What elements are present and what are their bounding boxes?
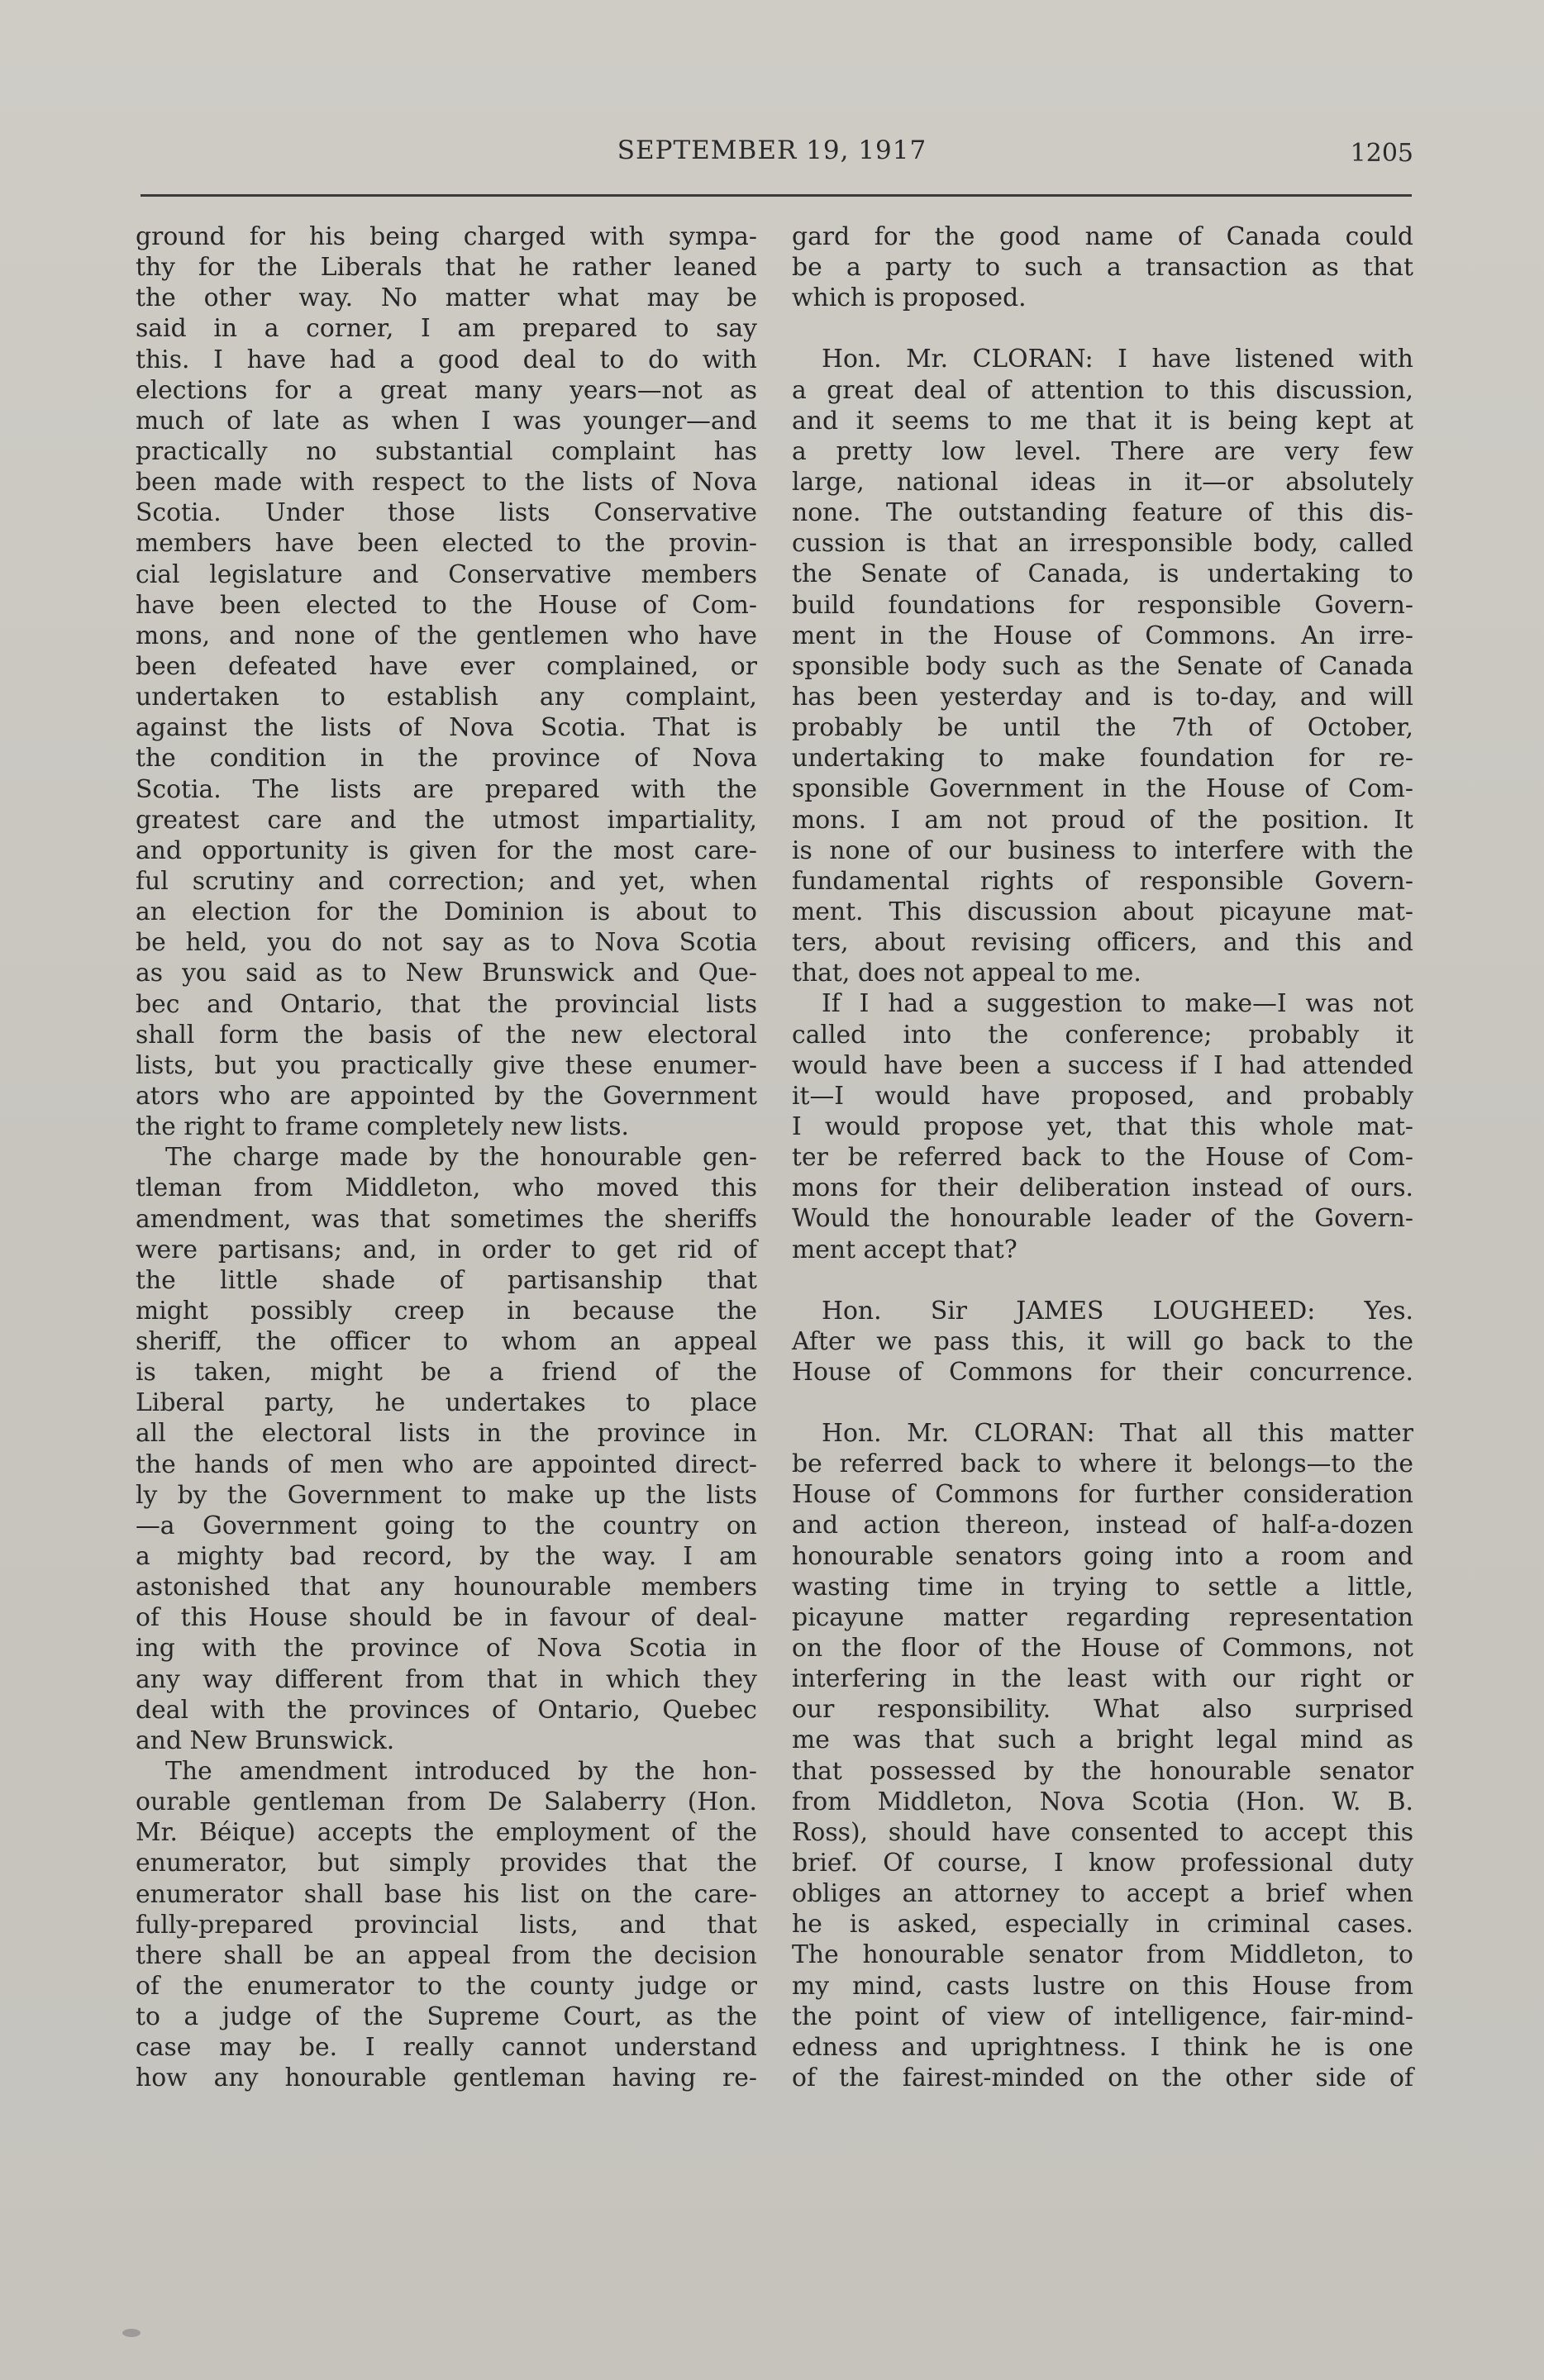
header-rule <box>141 194 1412 197</box>
text-line: mons, and none of the gentlemen who have <box>136 621 757 650</box>
text-line: fundamental rights of responsible Govern- <box>792 866 1413 896</box>
text-line: our responsibility. What also surprised <box>792 1695 1413 1725</box>
text-line: House of Commons for further consideration <box>792 1480 1413 1510</box>
text-line: me was that such a bright legal mind as <box>792 1726 1413 1755</box>
text-line: House of Commons for their concurrence. <box>792 1357 1413 1387</box>
text-line: ment. This discussion about picayune mat- <box>792 897 1413 926</box>
text-line: case may be. I really cannot understand <box>136 2033 757 2063</box>
page-number: 1205 <box>1350 139 1413 168</box>
text-line: ment in the House of Commons. An irre- <box>792 621 1413 650</box>
text-line: deal with the provinces of Ontario, Quebec <box>136 1695 757 1725</box>
text-line: which is proposed. <box>792 283 1027 313</box>
text-line: mons. I am not proud of the position. It <box>792 805 1413 835</box>
text-line: said in a corner, I am prepared to say <box>136 314 757 344</box>
text-line: sheriff, the officer to whom an appeal <box>136 1327 757 1357</box>
text-line: Mr. Béique) accepts the employment of the <box>136 1818 757 1848</box>
text-line: the hands of men who are appointed direct- <box>136 1449 757 1479</box>
text-line: elections for a great many years—not as <box>136 375 757 405</box>
text-line: have been elected to the House of Com- <box>136 590 757 620</box>
text-line: —a Government going to the country on <box>136 1511 757 1540</box>
text-line: been made with respect to the lists of Nova <box>136 468 757 497</box>
text-line: ground for his being charged with sympa- <box>136 222 757 251</box>
left-column <box>136 221 757 2094</box>
right-column <box>792 221 1413 2093</box>
text-line: ators who are appointed by the Government <box>136 1081 757 1111</box>
text-line: my mind, casts lustre on this House from <box>792 1971 1413 2001</box>
text-line: fully-prepared provincial lists, and that <box>136 1910 757 1940</box>
text-line: is none of our business to interfere with the <box>792 835 1413 865</box>
text-line: probably be until the 7th of October, <box>792 713 1413 743</box>
text-line: might possibly creep in because the <box>136 1296 757 1326</box>
ink-smudge <box>122 2329 141 2337</box>
text-line: ter be referred back to the House of Com- <box>792 1143 1413 1173</box>
text-line: an election for the Dominion is about to <box>136 897 757 927</box>
text-line: any way different from that in which they <box>136 1664 757 1694</box>
text-line: were partisans; and, in order to get rid of <box>136 1235 757 1264</box>
text-line: honourable senators going into a room and <box>792 1541 1413 1571</box>
text-line: there shall be an appeal from the decision <box>136 1940 757 1970</box>
text-line: against the lists of Nova Scotia. That is <box>136 713 757 743</box>
text-line: it—I would have proposed, and probably <box>792 1081 1413 1111</box>
text-line: and action thereon, instead of half-a-dozen <box>792 1511 1413 1540</box>
text-line: Liberal party, he undertakes to place <box>136 1388 757 1418</box>
text-line: After we pass this, it will go back to the <box>792 1326 1413 1356</box>
text-line: and it seems to me that it is being kept at <box>792 406 1413 436</box>
text-line: that possessed by the honourable senator <box>792 1756 1413 1786</box>
text-line: practically no substantial complaint has <box>136 436 757 466</box>
text-line: much of late as when I was younger—and <box>136 406 757 436</box>
text-line: The charge made by the honourable gen- <box>165 1143 757 1173</box>
text-line: a pretty low level. There are very few <box>792 436 1413 466</box>
text-line: sponsible Government in the House of Com- <box>792 774 1413 804</box>
text-line: as you said as to New Brunswick and Que- <box>136 959 757 988</box>
text-line: is taken, might be a friend of the <box>136 1358 757 1388</box>
text-line: members have been elected to the provin- <box>136 529 757 559</box>
text-line: If I had a suggestion to make—I was not <box>822 989 1413 1019</box>
text-line: that, does not appeal to me. <box>792 959 1141 988</box>
text-line: called into the conference; probably it <box>792 1020 1413 1050</box>
text-line: shall form the basis of the new electoral <box>136 1020 757 1050</box>
text-line: brief. Of course, I know professional duty <box>792 1849 1413 1878</box>
text-line: be held, you do not say as to Nova Scotia <box>136 928 757 958</box>
text-line: be a party to such a transaction as that <box>792 253 1413 283</box>
text-line: obliges an attorney to accept a brief when <box>792 1879 1413 1909</box>
text-line: been defeated have ever complained, or <box>136 651 757 681</box>
text-line: build foundations for responsible Govern- <box>792 590 1413 620</box>
text-line: Scotia. The lists are prepared with the <box>136 774 757 804</box>
text-line: undertaken to establish any complaint, <box>136 683 757 712</box>
text-line: of this House should be in favour of deal- <box>136 1603 757 1633</box>
text-line: astonished that any hounourable members <box>136 1573 757 1602</box>
text-line: from Middleton, Nova Scotia (Hon. W. B. <box>792 1787 1413 1816</box>
text-line: undertaking to make foundation for re- <box>792 744 1413 774</box>
text-line: amendment, was that sometimes the sheriffs <box>136 1204 757 1234</box>
text-line: ful scrutiny and correction; and yet, when <box>136 866 757 896</box>
text-line: Scotia. Under those lists Conservative <box>136 498 757 528</box>
text-line: all the electoral lists in the province in <box>136 1419 757 1449</box>
text-line: the point of view of intelligence, fair-mind- <box>792 2002 1413 2031</box>
text-line: greatest care and the utmost impartiality, <box>136 805 757 835</box>
text-line: cussion is that an irresponsible body, called <box>792 529 1413 559</box>
text-line: the condition in the province of Nova <box>136 744 757 774</box>
text-line: large, national ideas in it—or absolutely <box>792 467 1413 497</box>
text-line: a mighty bad record, by the way. I am <box>136 1542 757 1572</box>
text-line: sponsible body such as the Senate of Canada <box>792 651 1413 681</box>
text-line: wasting time in trying to settle a little, <box>792 1572 1413 1602</box>
text-line: bec and Ontario, that the provincial lists <box>136 989 757 1019</box>
text-line: cial legislature and Conservative members <box>136 559 757 589</box>
text-line: how any honourable gentleman having re- <box>136 2063 757 2093</box>
text-line: to a judge of the Supreme Court, as the <box>136 2002 757 2032</box>
text-line: Hon. Mr. CLORAN: I have listened with <box>822 345 1413 374</box>
text-line: tleman from Middleton, who moved this <box>136 1173 757 1203</box>
text-line: the little shade of partisanship that <box>136 1265 757 1295</box>
text-line: a great deal of attention to this discussion, <box>792 375 1413 405</box>
text-line: Hon. Mr. CLORAN: That all this matter <box>822 1419 1413 1449</box>
text-line: of the enumerator to the county judge or <box>136 1972 757 2002</box>
text-line: has been yesterday and is to-day, and will <box>792 682 1413 712</box>
text-line: Would the honourable leader of the Govern- <box>792 1204 1413 1234</box>
text-line: mons for their deliberation instead of ours. <box>792 1173 1413 1203</box>
text-line: ment accept that? <box>792 1235 1017 1264</box>
text-line: Ross), should have consented to accept this <box>792 1817 1413 1847</box>
text-line: gard for the good name of Canada could <box>792 222 1413 251</box>
text-line: I would propose yet, that this whole mat- <box>792 1111 1413 1141</box>
text-line: the Senate of Canada, is undertaking to <box>792 559 1413 589</box>
text-line: he is asked, especially in criminal cases. <box>792 1910 1413 1940</box>
text-line: ly by the Government to make up the lists <box>136 1480 757 1510</box>
text-line: none. The outstanding feature of this dis- <box>792 498 1413 528</box>
text-line: interfering in the least with our right or <box>792 1664 1413 1694</box>
text-line: picayune matter regarding representation <box>792 1602 1413 1632</box>
text-line: this. I have had a good deal to do with <box>136 345 757 374</box>
text-line: thy for the Liberals that he rather leaned <box>136 253 757 283</box>
text-line: The honourable senator from Middleton, to <box>792 1940 1413 1970</box>
paragraph-gap <box>792 1265 1413 1296</box>
text-line: be referred back to where it belongs—to the <box>792 1449 1413 1479</box>
text-line: enumerator, but simply provides that the <box>136 1849 757 1878</box>
text-line: of the fairest-minded on the other side of <box>792 2063 1413 2093</box>
text-line: enumerator shall base his list on the care- <box>136 1879 757 1909</box>
paragraph-gap <box>792 313 1413 344</box>
text-line: the right to frame completely new lists. <box>136 1112 629 1142</box>
text-line: lists, but you practically give these enumer- <box>136 1050 757 1080</box>
text-line: ters, about revising officers, and this and <box>792 928 1413 958</box>
text-line: would have been a success if I had attended <box>792 1050 1413 1080</box>
paragraph-gap <box>792 1388 1413 1418</box>
text-line: on the floor of the House of Commons, not <box>792 1634 1413 1664</box>
page-header-date: SEPTEMBER 19, 1917 <box>617 136 927 165</box>
text-line: and opportunity is given for the most care- <box>136 835 757 865</box>
text-line: ourable gentleman from De Salaberry (Hon. <box>136 1787 757 1817</box>
text-line: The amendment introduced by the hon- <box>165 1757 757 1787</box>
text-line: Hon. Sir JAMES LOUGHEED: Yes. <box>822 1296 1413 1326</box>
text-line: edness and uprightness. I think he is one <box>792 2032 1413 2062</box>
text-line: and New Brunswick. <box>136 1726 395 1755</box>
text-line: the other way. No matter what may be <box>136 283 757 313</box>
text-line: ing with the province of Nova Scotia in <box>136 1634 757 1664</box>
